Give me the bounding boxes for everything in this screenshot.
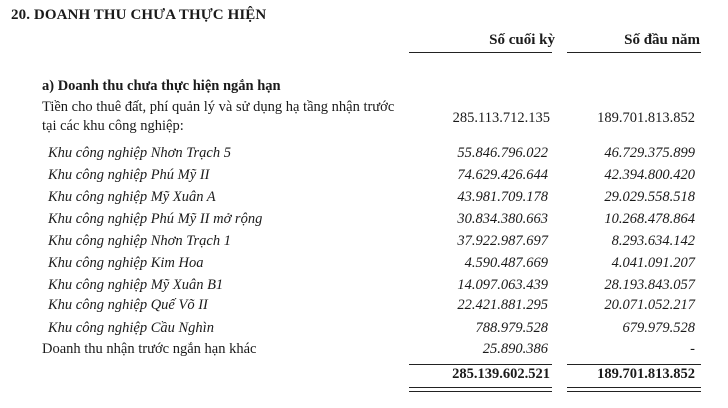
header-underline-end [409, 52, 552, 53]
total-begin-value: 189.701.813.852 [597, 366, 695, 382]
row-begin-value: 20.071.052.217 [604, 297, 695, 313]
row-begin-value: 10.268.478.864 [604, 211, 695, 227]
other-revenue-end-value: 25.890.386 [482, 341, 548, 357]
total-double-rule-begin [567, 387, 701, 392]
row-label: Khu công nghiệp Phú Mỹ II [48, 167, 210, 183]
row-label: Khu công nghiệp Nhơn Trạch 1 [48, 233, 231, 249]
row-end-value: 788.979.528 [475, 320, 548, 336]
total-end-value: 285.139.602.521 [452, 366, 550, 382]
row-begin-value: 29.029.558.518 [604, 189, 695, 205]
intro-end-value: 285.113.712.135 [452, 110, 550, 126]
row-end-value: 37.922.987.697 [457, 233, 548, 249]
row-begin-value: 8.293.634.142 [611, 233, 695, 249]
other-revenue-begin-value: - [690, 341, 695, 357]
row-begin-value: 679.979.528 [622, 320, 695, 336]
row-label: Khu công nghiệp Mỹ Xuân A [48, 189, 216, 205]
row-label: Khu công nghiệp Mỹ Xuân B1 [48, 277, 224, 293]
column-header-beginning-year: Số đầu năm [624, 32, 700, 48]
row-begin-value: 46.729.375.899 [604, 145, 695, 161]
intro-line-2: tại các khu công nghiệp: [42, 118, 184, 134]
row-end-value: 4.590.487.669 [464, 255, 548, 271]
subheading: a) Doanh thu chưa thực hiện ngắn hạn [42, 78, 281, 94]
total-top-rule-begin [567, 364, 701, 365]
row-begin-value: 42.394.800.420 [604, 167, 695, 183]
row-label: Khu công nghiệp Nhơn Trạch 5 [48, 145, 231, 161]
section-title: 20. DOANH THU CHƯA THỰC HIỆN [11, 7, 267, 23]
row-begin-value: 4.041.091.207 [611, 255, 695, 271]
row-end-value: 30.834.380.663 [457, 211, 548, 227]
row-label: Khu công nghiệp Kim Hoa [48, 255, 204, 271]
row-end-value: 14.097.063.439 [457, 277, 548, 293]
row-label: Khu công nghiệp Cầu Nghìn [48, 320, 214, 336]
total-double-rule-end [409, 387, 552, 392]
row-end-value: 43.981.709.178 [457, 189, 548, 205]
row-end-value: 55.846.796.022 [457, 145, 548, 161]
row-label: Khu công nghiệp Phú Mỹ II mở rộng [48, 211, 263, 227]
column-header-end-period: Số cuối kỳ [489, 32, 555, 48]
row-label: Khu công nghiệp Quế Võ II [48, 297, 208, 313]
other-revenue-label: Doanh thu nhận trước ngắn hạn khác [42, 341, 257, 357]
intro-line-1: Tiền cho thuê đất, phí quản lý và sử dụng hạ tầng nhận trước [42, 99, 395, 115]
header-underline-begin [567, 52, 701, 53]
row-end-value: 74.629.426.644 [457, 167, 548, 183]
row-end-value: 22.421.881.295 [457, 297, 548, 313]
intro-begin-value: 189.701.813.852 [597, 110, 695, 126]
total-top-rule-end [409, 364, 552, 365]
row-begin-value: 28.193.843.057 [604, 277, 695, 293]
